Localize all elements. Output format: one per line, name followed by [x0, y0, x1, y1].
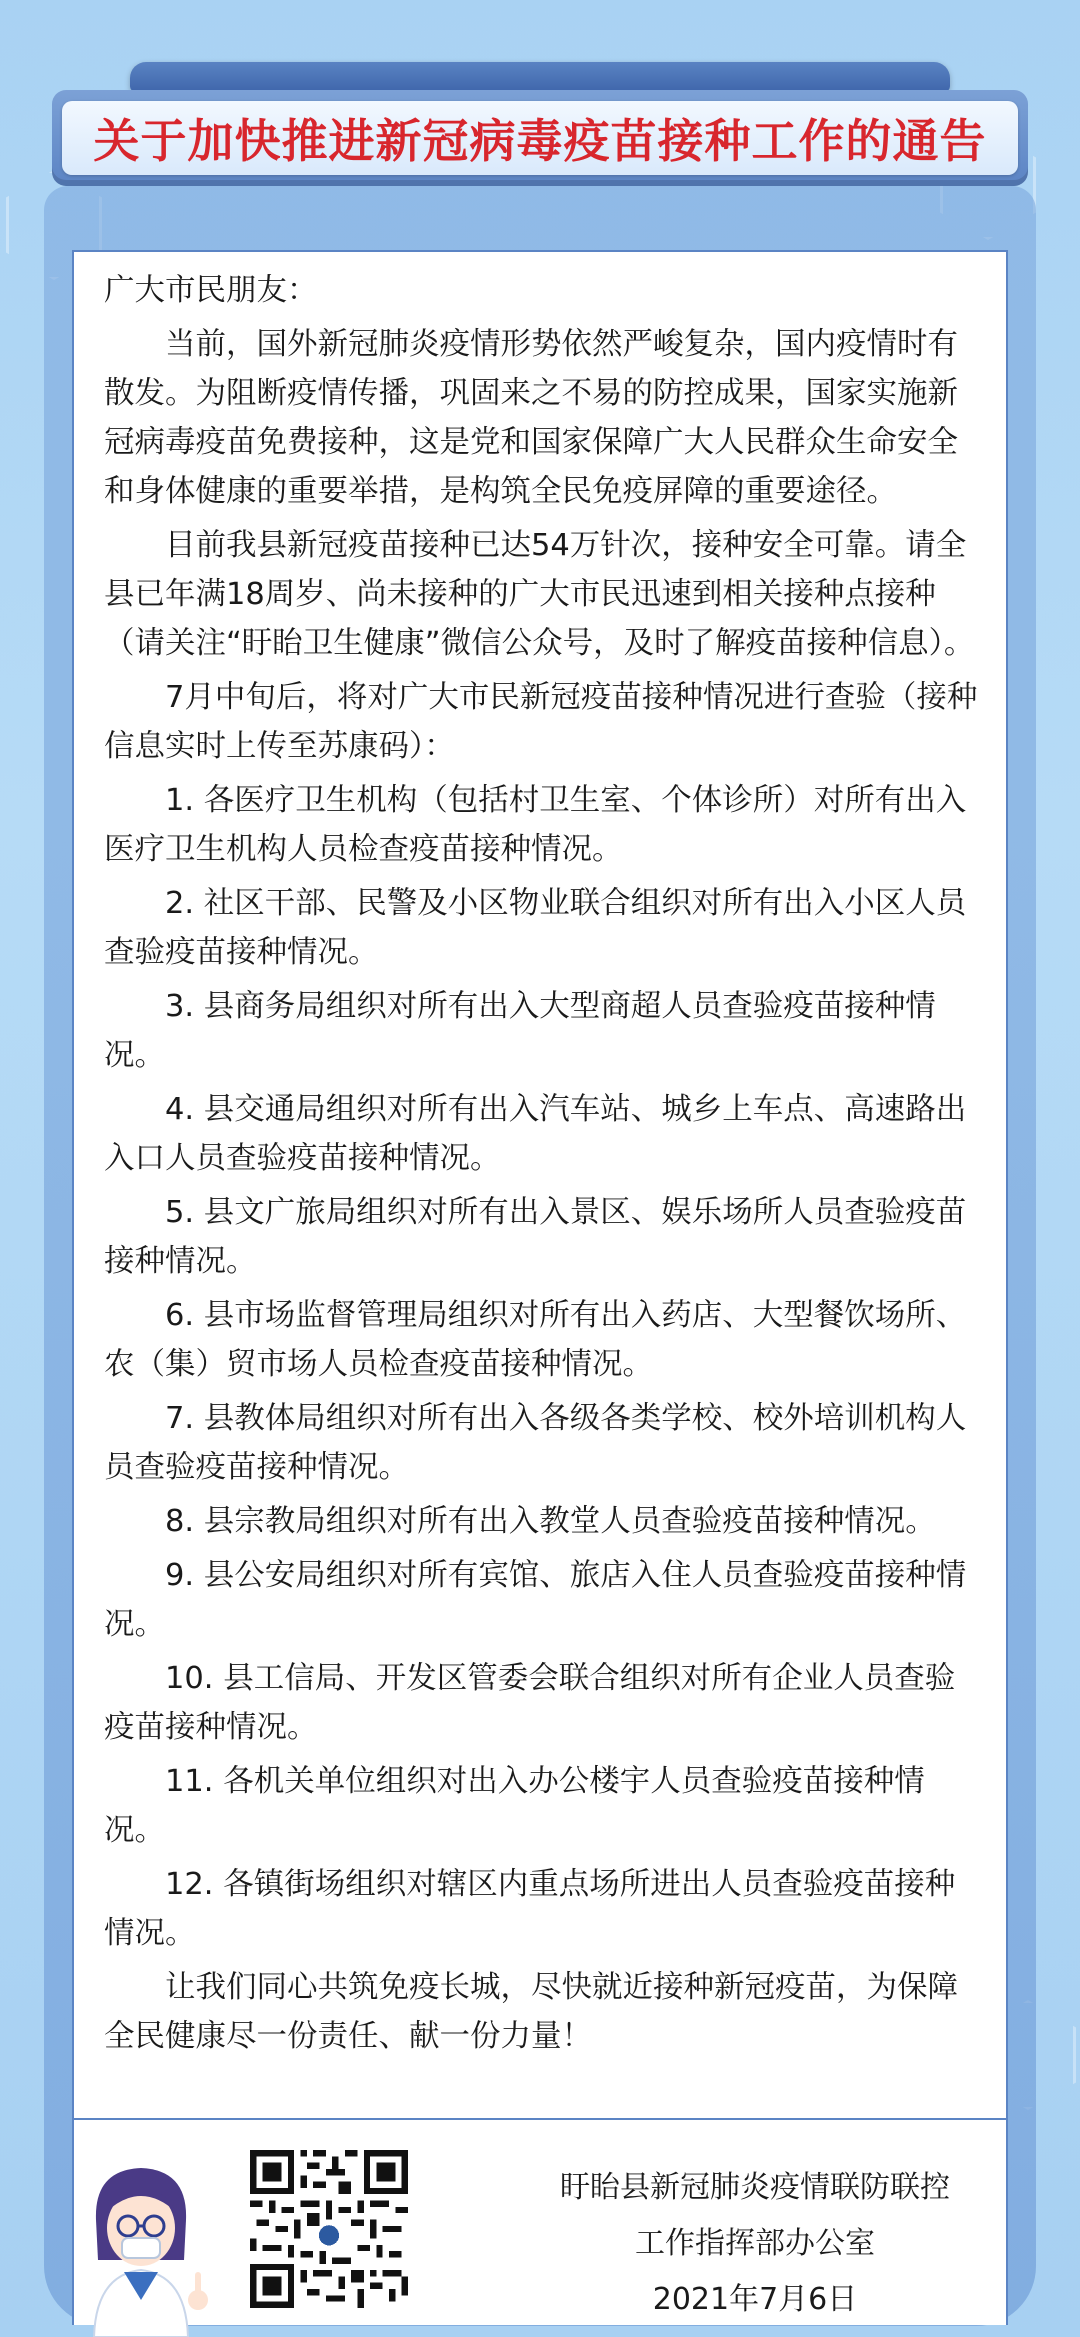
list-item: 10. 县工信局、开发区管委会联合组织对所有企业人员查验疫苗接种情况。	[104, 1661, 956, 1745]
list-item: 2. 社区干部、民警及小区物业联合组织对所有出入小区人员查验疫苗接种情况。	[104, 886, 967, 970]
notice-body	[104, 266, 984, 2066]
list-item: 6. 县市场监督管理局组织对所有出入药店、大型餐饮场所、农（集）贸市场人员检查疫苗接种情况。	[104, 1298, 967, 1382]
signature-date: 2021年7月6日	[652, 2282, 858, 2317]
signature-org-line2: 工作指挥部办公室	[635, 2226, 875, 2261]
list-item: 3. 县商务局组织对所有出入大型商超人员查验疫苗接种情况。	[104, 989, 936, 1073]
signature-block	[540, 2160, 970, 2328]
list-item: 12. 各镇街场组织对辖区内重点场所进出人员查验疫苗接种情况。	[104, 1867, 956, 1951]
signature-org-line1: 盱眙县新冠肺炎疫情联防联控	[560, 2170, 950, 2205]
qr-code-icon[interactable]	[250, 2150, 408, 2308]
notice-title: 关于加快推进新冠病毒疫苗接种工作的通告	[93, 114, 987, 168]
paragraph: 7月中旬后，将对广大市民新冠疫苗接种情况进行查验（接种信息实时上传至苏康码）：	[104, 680, 978, 764]
list-item: 9. 县公安局组织对所有宾馆、旅店入住人员查验疫苗接种情况。	[104, 1558, 967, 1642]
list-item: 5. 县文广旅局组织对所有出入景区、娱乐场所人员查验疫苗接种情况。	[104, 1195, 967, 1279]
greeting: 广大市民朋友：	[104, 273, 318, 308]
list-item: 8. 县宗教局组织对所有出入教堂人员查验疫苗接种情况。	[165, 1504, 936, 1539]
paragraph: 目前我县新冠疫苗接种已达54万针次，接种安全可靠。请全县已年满18周岁、尚未接种的广大市民迅速到相关接种点接种（请关注“盱眙卫生健康”微信公众号，及时了解疫苗接种信息）。	[104, 528, 975, 661]
list-item: 1. 各医疗卫生机构（包括村卫生室、个体诊所）对所有出入医疗卫生机构人员检查疫苗接种情况。	[104, 783, 967, 867]
list-item: 7. 县教体局组织对所有出入各级各类学校、校外培训机构人员查验疫苗接种情况。	[104, 1401, 967, 1485]
vial-top	[130, 62, 950, 92]
list-item: 11. 各机关单位组织对出入办公楼宇人员查验疫苗接种情况。	[104, 1764, 925, 1848]
list-item: 4. 县交通局组织对所有出入汽车站、城乡上车点、高速路出入口人员查验疫苗接种情况。	[104, 1092, 967, 1176]
doctor-mascot-icon	[66, 2150, 216, 2337]
paragraph: 当前，国外新冠肺炎疫情形势依然严峻复杂，国内疫情时有散发。为阻断疫情传播，巩固来之不易的防控成果，国家实施新冠病毒疫苗免费接种，这是党和国家保障广大人民群众生命安全和身体健康的重要举措，是构筑全民免疫屏障的重要途径。	[104, 327, 958, 509]
title-banner	[62, 101, 1018, 175]
closing-paragraph: 让我们同心共筑免疫长城，尽快就近接种新冠疫苗，为保障全民健康尽一份责任、献一份力量！	[104, 1970, 958, 2054]
